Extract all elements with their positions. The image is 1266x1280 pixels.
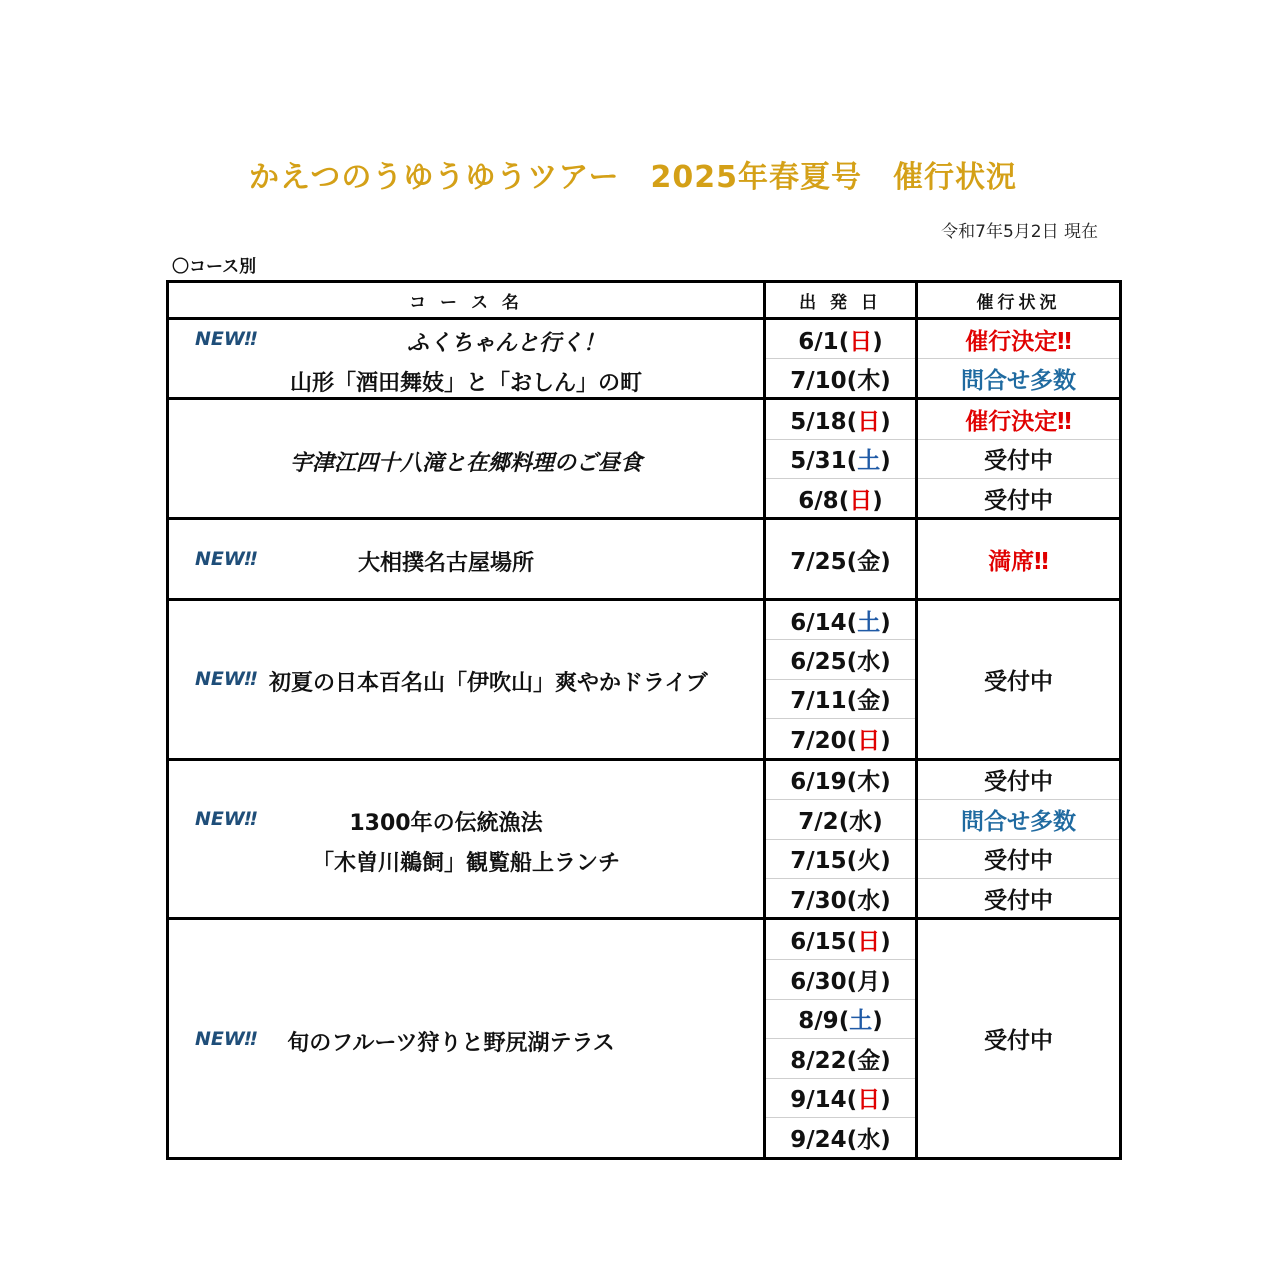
date-close-paren: ) [880,1126,891,1153]
departure-cell [765,960,917,1000]
course-name-line: 宇津江四十八滝と在郷料理のご昼食 [289,450,642,476]
departure-date: 7/11( [790,688,858,715]
departure-cell [765,1118,917,1159]
table-header-row [168,282,1121,319]
day-of-week: 日 [857,929,881,956]
course-name-cell [168,599,765,759]
departure-cell [765,679,917,718]
departure-date: 6/8( [798,487,850,514]
day-of-week: 木 [857,769,881,796]
course-name-line: 山形「酒田舞妓」と「おしん」の町 [289,370,642,396]
departure-cell [765,359,917,399]
status-cell: 催行決定‼ [917,399,1121,439]
day-of-week: 土 [857,609,881,636]
status-cell: 受付中 [917,439,1121,478]
header-departure-date: 出 発 日 [765,282,917,319]
departure-cell [765,839,917,878]
new-badge: NEW‼ [195,1027,257,1050]
day-of-week: 日 [857,1087,881,1114]
header-status: 催行状況 [917,282,1121,319]
date-close-paren: ) [880,609,891,636]
date-close-paren: ) [880,548,891,575]
date-close-paren: ) [880,968,891,995]
date-close-paren: ) [880,409,891,436]
date-close-paren: ) [880,929,891,956]
date-close-paren: ) [880,1087,891,1114]
departure-cell [765,719,917,759]
status-cell: 受付中 [917,919,1121,1158]
departure-cell [765,479,917,519]
day-of-week: 水 [857,887,881,914]
departure-date: 7/20( [790,727,858,754]
date-close-paren: ) [880,727,891,754]
departure-date: 6/14( [790,609,858,636]
course-name-line: 旬のフルーツ狩りと野尻湖テラス [287,1030,615,1056]
new-badge: NEW‼ [195,808,257,831]
date-close-paren: ) [880,1047,891,1074]
date-close-paren: ) [880,448,891,475]
departure-date: 8/9( [798,1008,850,1035]
status-cell: 問合せ多数 [917,359,1121,399]
departure-cell [765,399,917,439]
day-of-week: 金 [857,688,881,715]
day-of-week: 火 [857,848,881,875]
status-cell: 受付中 [917,839,1121,878]
departure-cell [765,800,917,839]
departure-date: 6/1( [798,328,850,355]
departure-date: 7/25( [790,548,858,575]
day-of-week: 木 [857,367,881,394]
departure-date: 6/15( [790,929,858,956]
date-close-paren: ) [880,848,891,875]
date-close-paren: ) [872,487,883,514]
course-name-cell [168,319,765,399]
course-name-line: 「木曽川鵜飼」観覧船上ランチ [311,851,620,877]
day-of-week: 土 [849,1008,873,1035]
status-cell: 満席‼ [917,519,1121,599]
status-cell: 問合せ多数 [917,800,1121,839]
departure-date: 6/30( [790,968,858,995]
status-cell: 受付中 [917,759,1121,799]
date-close-paren: ) [880,887,891,914]
status-cell: 受付中 [917,479,1121,519]
departure-cell [765,519,917,599]
departure-cell [765,319,917,359]
new-badge: NEW‼ [195,548,257,571]
departure-cell [765,1078,917,1118]
departure-date: 6/19( [790,769,858,796]
new-badge: NEW‼ [195,327,257,350]
date-close-paren: ) [880,367,891,394]
departure-date: 5/31( [790,448,858,475]
course-name-line: 大相撲名古屋場所 [357,551,534,577]
departure-cell [765,640,917,679]
departure-cell [765,919,917,960]
departure-date: 6/25( [790,649,858,676]
as-of-date: 令和7年5月2日 現在 [941,222,1098,242]
status-cell: 受付中 [917,878,1121,918]
table-row [168,399,1121,439]
day-of-week: 日 [849,487,873,514]
day-of-week: 金 [857,548,881,575]
date-close-paren: ) [872,328,883,355]
departure-cell [765,878,917,918]
day-of-week: 日 [857,409,881,436]
course-name-line: 初夏の日本百名山「伊吹山」爽やかドライブ [269,671,708,697]
course-name-cell [168,399,765,519]
date-close-paren: ) [872,808,883,835]
departure-date: 5/18( [790,409,858,436]
course-name-cell [168,519,765,599]
section-label: 〇コース別 [172,257,257,277]
date-close-paren: ) [880,649,891,676]
departure-cell [765,999,917,1039]
date-close-paren: ) [880,688,891,715]
day-of-week: 水 [857,649,881,676]
table-row [168,759,1121,799]
departure-date: 8/22( [790,1047,858,1074]
departure-cell [765,599,917,639]
status-cell: 催行決定‼ [917,319,1121,359]
new-badge: NEW‼ [195,668,257,691]
day-of-week: 日 [857,727,881,754]
day-of-week: 金 [857,1047,881,1074]
status-cell: 受付中 [917,599,1121,759]
course-name-line: ふくちゃんと行く！ [406,330,605,356]
tour-status-table [166,280,1122,1160]
departure-cell [765,759,917,799]
day-of-week: 月 [857,968,881,995]
departure-date: 7/10( [790,367,858,394]
course-name-cell [168,919,765,1158]
departure-date: 7/15( [790,848,858,875]
day-of-week: 土 [857,448,881,475]
date-close-paren: ) [880,769,891,796]
table-row [168,599,1121,639]
page-title: かえつのうゆうゆうツアー 2025年春夏号 催行状況 [249,160,1017,195]
departure-cell [765,1039,917,1079]
table-row [168,519,1121,599]
departure-date: 9/24( [790,1126,858,1153]
day-of-week: 日 [849,328,873,355]
departure-date: 9/14( [790,1087,858,1114]
course-name-cell [168,759,765,919]
table-body [168,319,1121,1159]
table-row [168,319,1121,359]
header-course-name: コ ー ス 名 [168,282,765,319]
day-of-week: 水 [849,808,873,835]
departure-date: 7/2( [798,808,850,835]
date-close-paren: ) [872,1008,883,1035]
day-of-week: 水 [857,1126,881,1153]
table-row [168,919,1121,960]
departure-cell [765,439,917,478]
departure-date: 7/30( [790,887,858,914]
course-name-line: 1300年の伝統漁法 [349,811,543,837]
